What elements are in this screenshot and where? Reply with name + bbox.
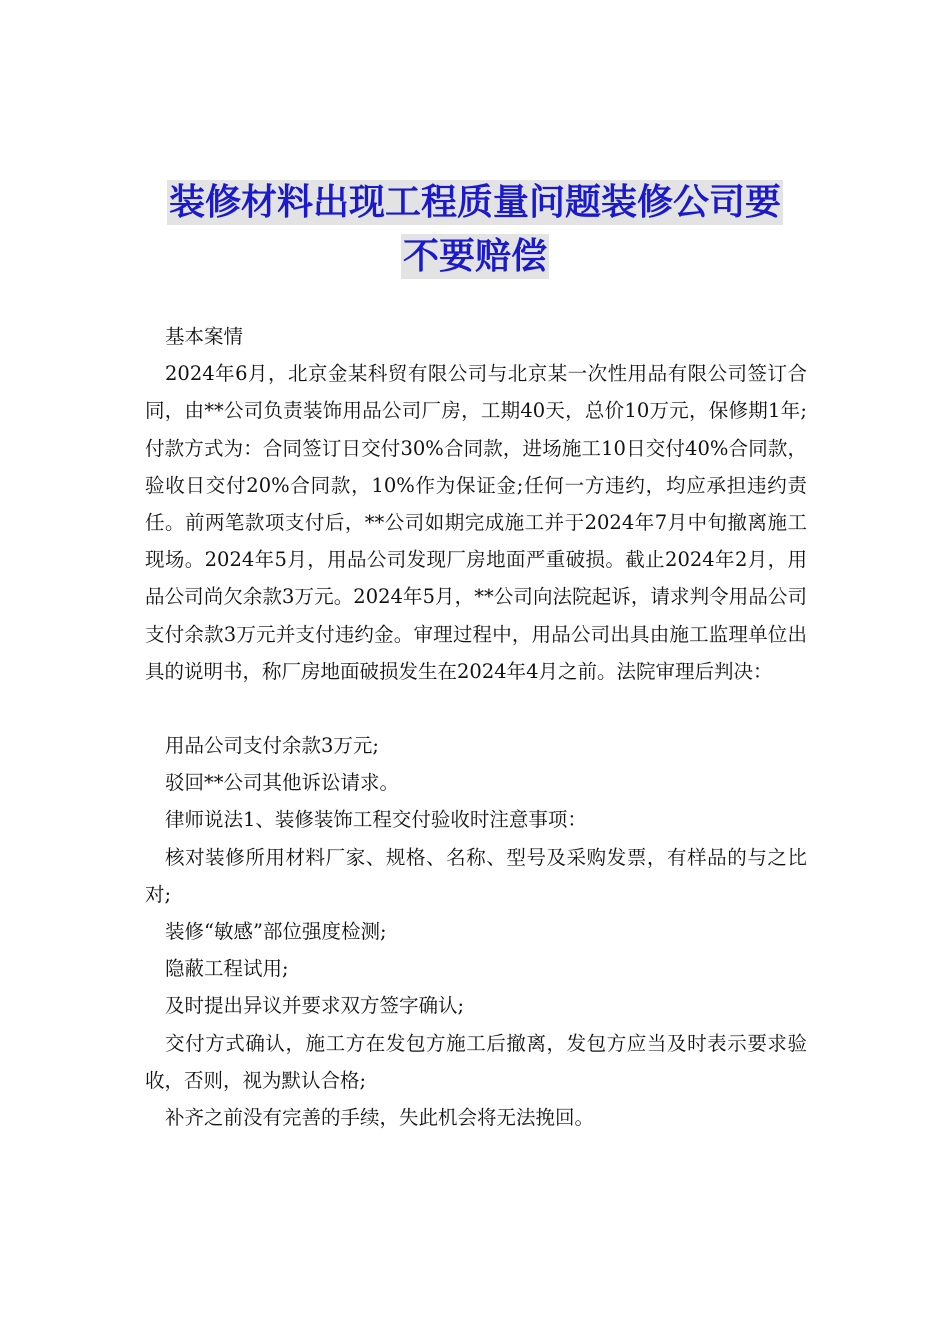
checklist-item: 核对装修所用材料厂家、规格、名称、型号及采购发票，有样品的与之比对; (145, 845, 807, 906)
section-heading: 基本案情 (165, 325, 244, 348)
checklist-item: 交付方式确认，施工方在发包方施工后撤离，发包方应当及时表示要求验收，否则，视为默认合格; (145, 1031, 807, 1092)
paragraph-gap (145, 690, 807, 727)
title-line-1: 装修材料出现工程质量问题装修公司要 (168, 182, 781, 223)
document-body (145, 318, 807, 1136)
lawyer-section-heading: 律师说法1、装修装饰工程交付验收时注意事项： (165, 808, 587, 832)
judgment-item: 驳回**公司其他诉讼请求。 (165, 771, 400, 795)
checklist-item: 及时提出异议并要求双方签字确认; (165, 994, 465, 1018)
judgment-item: 用品公司支付余款3万元; (165, 734, 379, 758)
title-line-2: 不要赔偿 (402, 236, 547, 277)
document-title (100, 176, 850, 284)
checklist-item: 隐蔽工程试用; (165, 957, 289, 981)
case-paragraph: 2024年6月，北京金某科贸有限公司与北京某一次性用品有限公司签订合同，由**公司负责装饰用品公司厂房，工期40天，总价10万元，保修期1年;付款方式为：合同签订日交付30%合同款，进场施工10日交付40%合同款，验收日交付20%合同款，10%作为保证金;任何一方违约，均应承担违约责任。前两笔款项支付后，**公司如期完成施工并于2024年7月中旬撤离施工现场。2024年5月，用品公司发现厂房地面严重破损。截止2024年2月，用品公司尚欠余款3万元。2024年5月，**公司向法院起诉，请求判令用品公司支付余款3万元并支付违约金。审理过程中，用品公司出具由施工监理单位出具的说明书，称厂房地面破损发生在2024年4月之前。法院审理后判决： (145, 362, 807, 683)
checklist-item: 装修“敏感”部位强度检测; (165, 920, 387, 944)
checklist-item: 补齐之前没有完善的手续，失此机会将无法挽回。 (165, 1106, 595, 1130)
